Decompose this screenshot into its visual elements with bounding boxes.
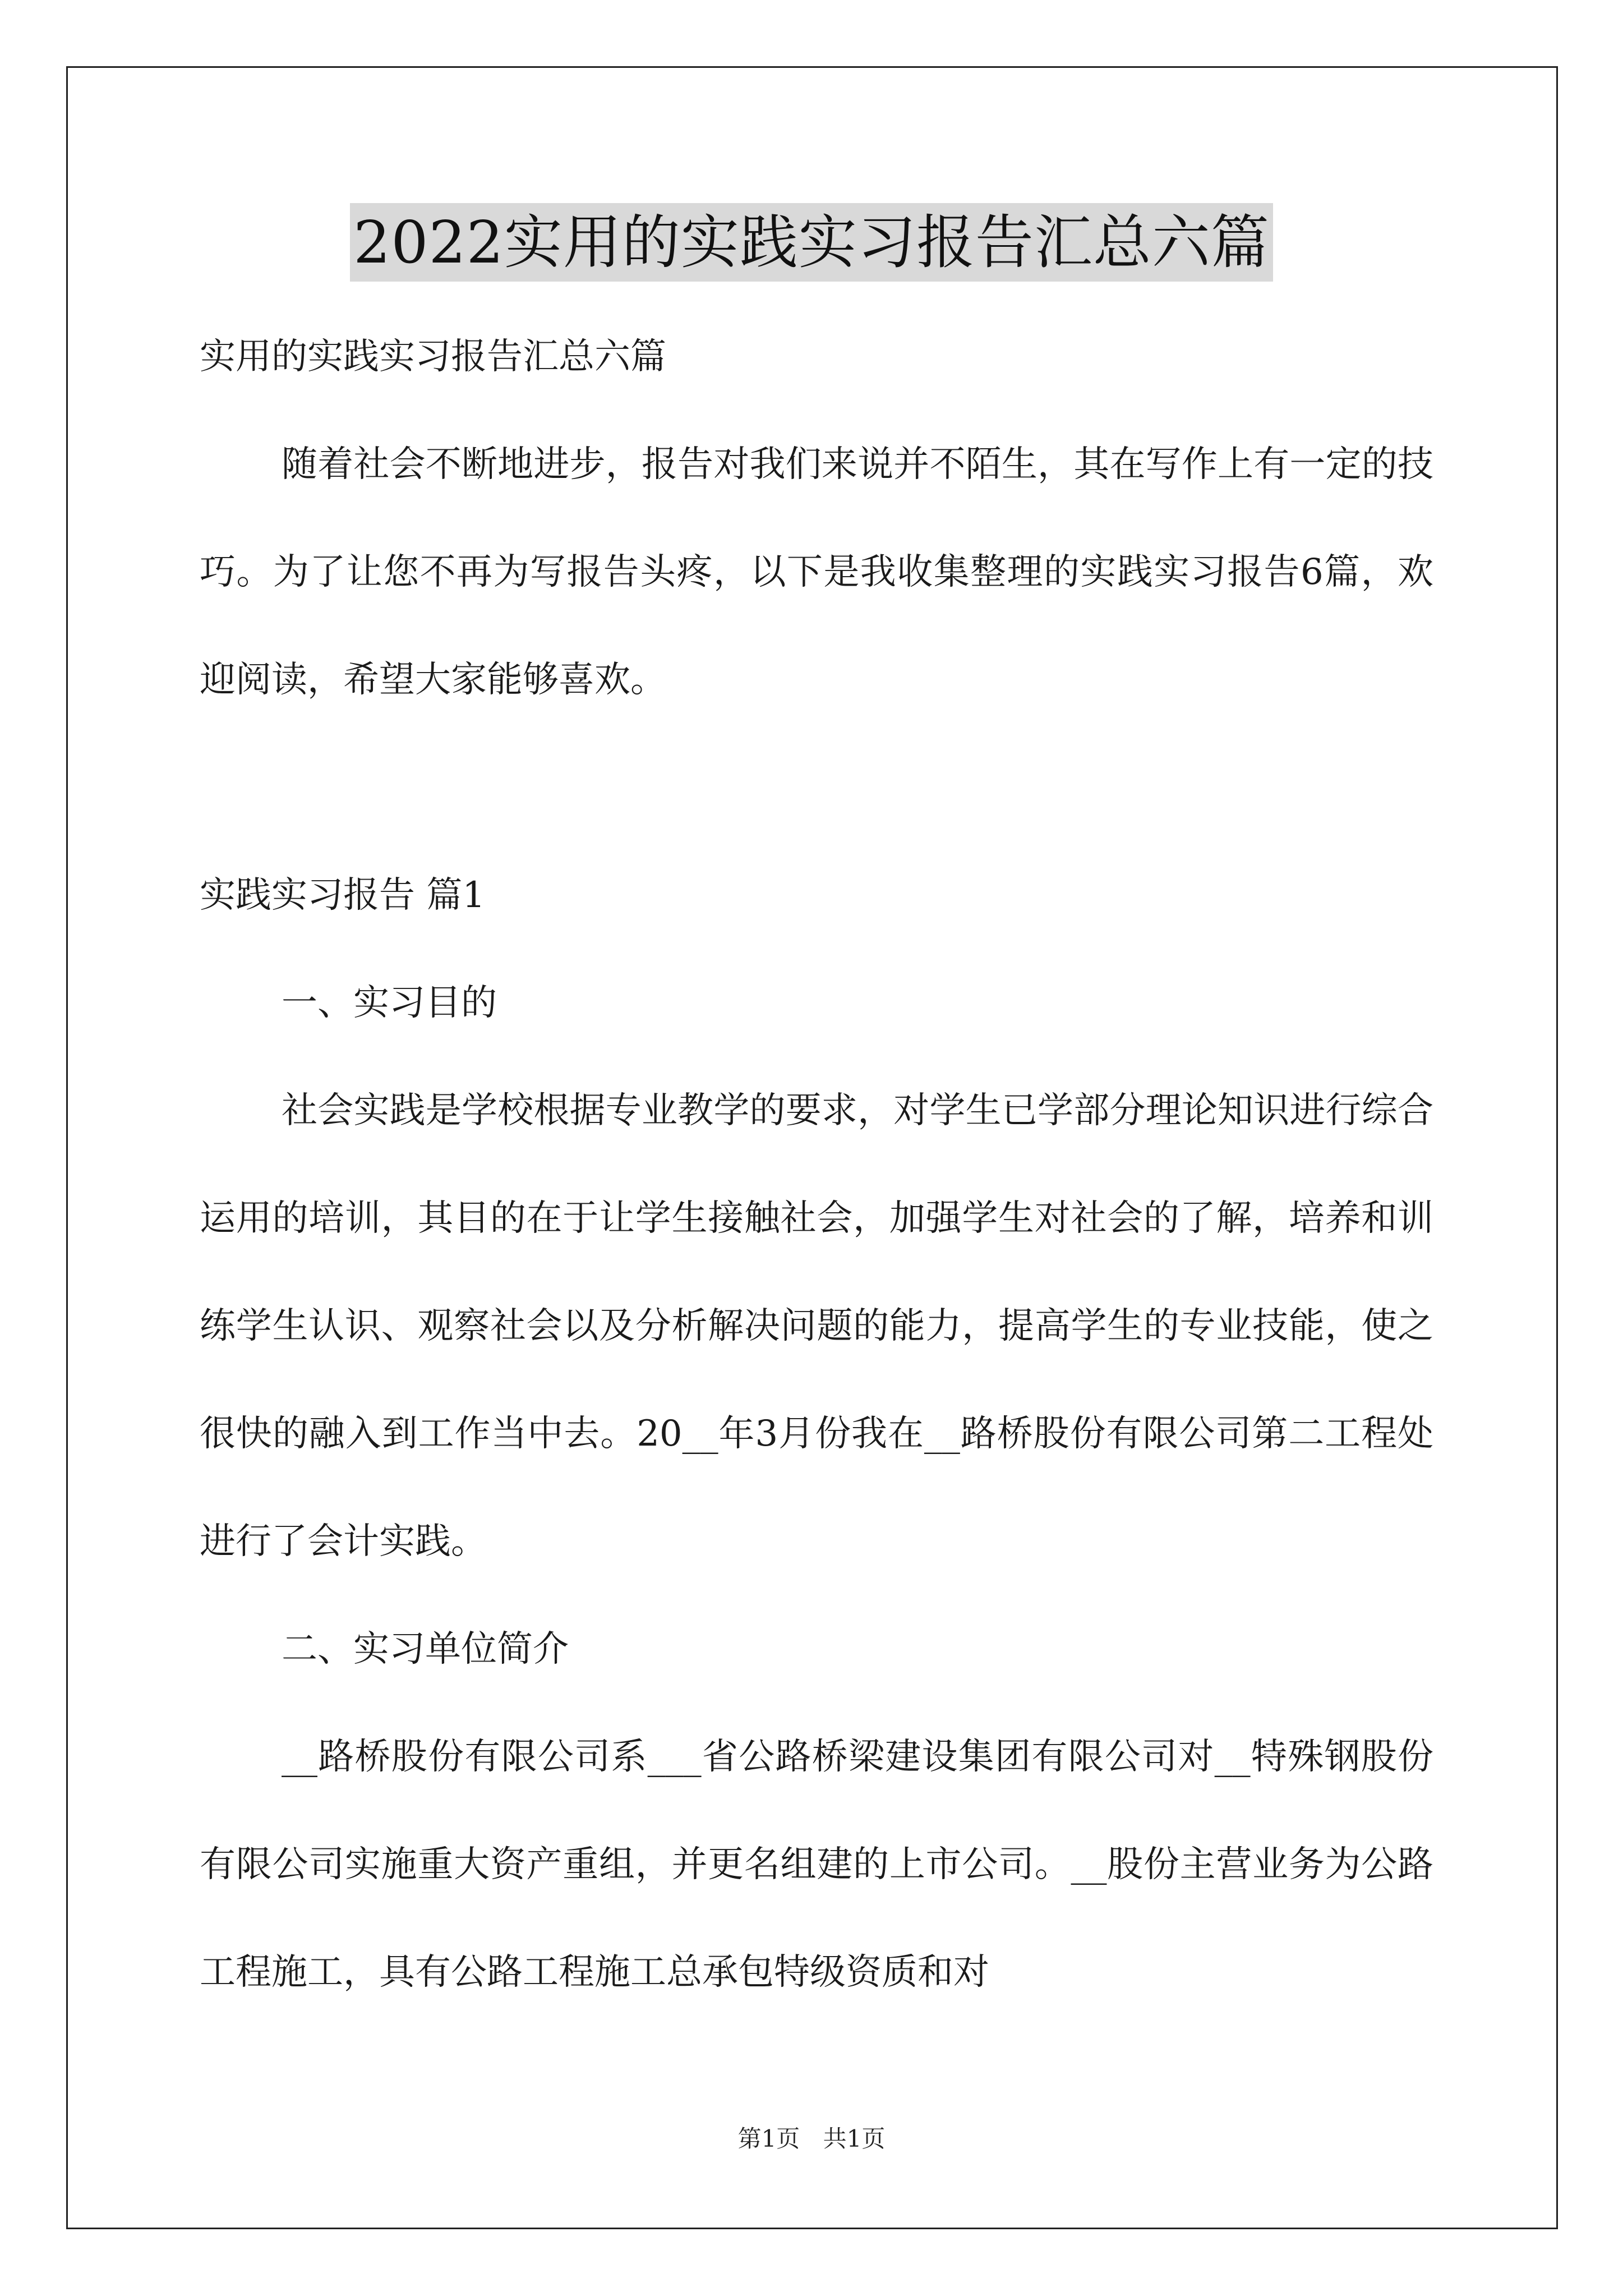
page-number: 第1页 bbox=[737, 2125, 800, 2152]
document-subtitle: 实用的实践实习报告汇总六篇 bbox=[200, 336, 666, 378]
paragraph-company: __路桥股份有限公司系___省公路桥梁建设集团有限公司对__特殊钢股份有限公司实施重大资产重组，并更名组建的上市公司。__股份主营业务为公路工程施工，具有公路工程施工总承包特级资质和对 bbox=[200, 1736, 1433, 1993]
document-body bbox=[200, 303, 1433, 2026]
section-heading: 实践实习报告 篇1 bbox=[200, 875, 486, 916]
heading-company: 二、实习单位简介 bbox=[282, 1628, 569, 1670]
title-container bbox=[0, 203, 1623, 282]
paragraph-purpose: 社会实践是学校根据专业教学的要求，对学生已学部分理论知识进行综合运用的培训，其目的在于让学生接触社会，加强学生对社会的了解，培养和训练学生认识、观察社会以及分析解决问题的能力，提高学生的专业技能，使之很快的融入到工作当中去。20__年3月份我在__路桥股份有限公司第二工程处进行了会计实践。 bbox=[200, 1090, 1433, 1562]
document-title: 2022实用的实践实习报告汇总六篇 bbox=[350, 203, 1273, 282]
page-total: 共1页 bbox=[823, 2125, 886, 2152]
heading-purpose: 一、实习目的 bbox=[282, 982, 497, 1024]
intro-paragraph: 随着社会不断地进步，报告对我们来说并不陌生，其在写作上有一定的技巧。为了让您不再为写报告头疼，以下是我收集整理的实践实习报告6篇，欢迎阅读，希望大家能够喜欢。 bbox=[200, 444, 1433, 701]
page-footer bbox=[0, 2120, 1623, 2154]
